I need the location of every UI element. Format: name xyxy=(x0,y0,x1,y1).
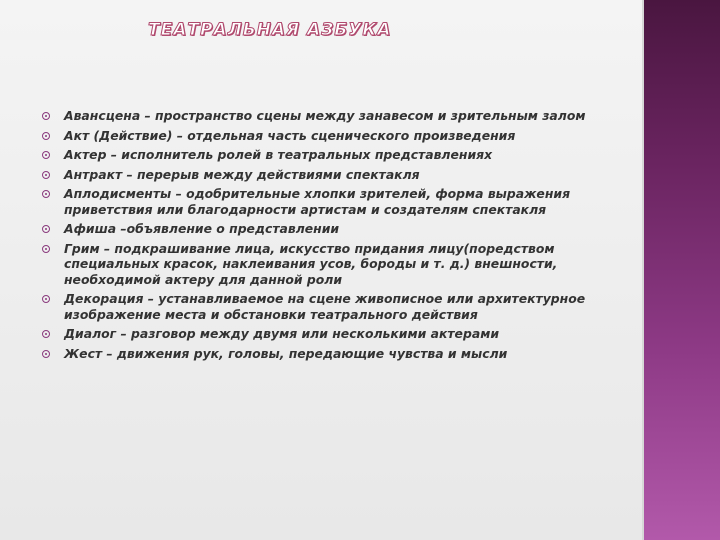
glossary-list xyxy=(42,108,602,365)
list-item-text: Антракт – перерыв между действиями спектакля xyxy=(64,166,420,182)
list-item-text: Авансцена – пространство сцены между занавесом и зрительным залом xyxy=(64,108,586,123)
bullet-icon xyxy=(42,330,50,338)
list-item-text: Декорация – устанавливаемое на сцене живописное или архитектурное изображение места и обстановки театрального действия xyxy=(64,291,586,322)
bullet-icon xyxy=(42,225,50,233)
decorative-side-band xyxy=(642,0,720,540)
list-item-text: Акт (Действие) – отдельная часть сценического произведения xyxy=(64,127,516,143)
list-item xyxy=(42,128,602,144)
list-item xyxy=(42,147,602,163)
bullet-icon xyxy=(42,295,50,303)
list-item xyxy=(42,326,602,342)
bullet-icon xyxy=(42,171,50,179)
list-item xyxy=(42,346,602,362)
list-item-text: Грим – подкрашивание лица, искусство придания лицу(поредством специальных красок, наклеивания усов, бороды и т. д.) внешности, необходимой актеру для данной роли xyxy=(64,240,558,287)
bullet-icon xyxy=(42,151,50,159)
bullet-icon xyxy=(42,132,50,140)
list-item-text: Аплодисменты – одобрительные хлопки зрителей, форма выражения приветствия или благодарности артистам и создателям спектакля xyxy=(64,186,571,217)
bullet-icon xyxy=(42,112,50,120)
list-item xyxy=(42,186,602,217)
list-item-text: Жест – движения рук, головы, передающие чувства и мысли xyxy=(64,345,508,361)
slide-title: ТЕАТРАЛЬНАЯ АЗБУКА xyxy=(148,20,392,40)
list-item-text: Афиша –объявление о представлении xyxy=(64,221,340,236)
bullet-icon xyxy=(42,190,50,198)
list-item-text: Диалог – разговор между двумя или несколькими актерами xyxy=(64,326,500,341)
bullet-icon xyxy=(42,350,50,358)
bullet-icon xyxy=(42,245,50,253)
list-item xyxy=(42,291,602,322)
list-item xyxy=(42,167,602,183)
list-item xyxy=(42,108,602,124)
list-item xyxy=(42,221,602,237)
list-item-text: Актер – исполнитель ролей в театральных представлениях xyxy=(64,147,493,162)
list-item xyxy=(42,241,602,288)
